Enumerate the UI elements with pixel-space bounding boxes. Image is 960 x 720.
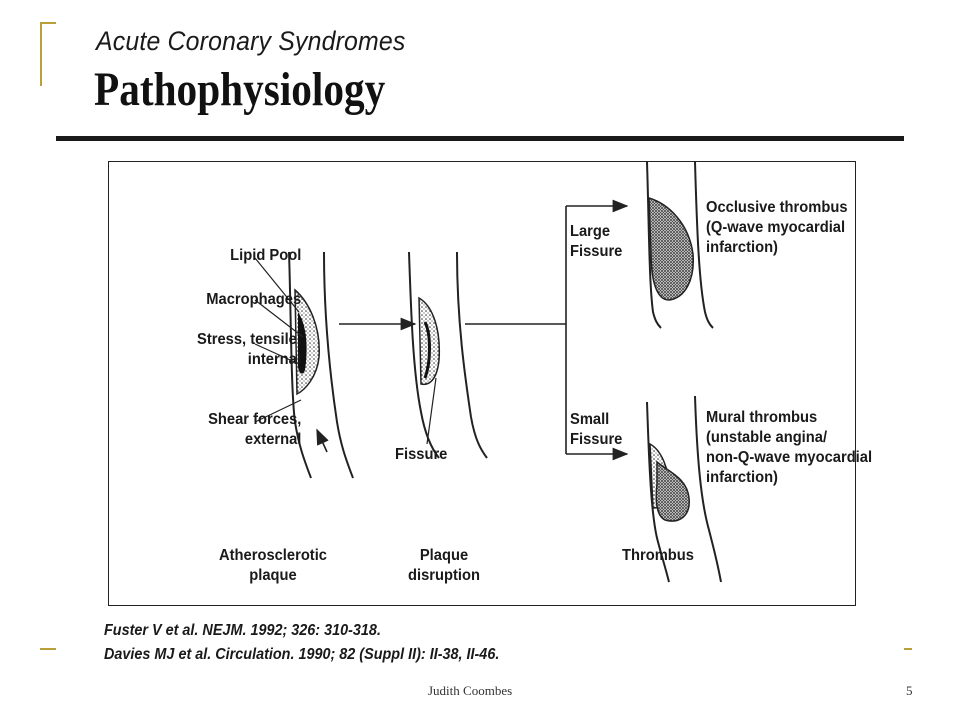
slide-title: Pathophysiology <box>94 63 386 116</box>
label-small-fissure-line1: Small <box>570 411 610 428</box>
fissure-leader-line <box>427 378 436 444</box>
caption-plaque-line1: Plaque <box>419 547 469 564</box>
label-shear <box>208 410 301 450</box>
label-large-fissure-line1: Large <box>570 223 611 240</box>
label-lipid-pool: Lipid Pool <box>229 247 301 264</box>
occlusive-vessel <box>647 162 713 328</box>
label-shear-line2: external <box>244 431 301 448</box>
caption-atherosclerotic-line2: plaque <box>249 567 297 584</box>
footer-page-number: 5 <box>906 683 913 698</box>
label-fissure: Fissure <box>395 446 448 463</box>
label-stress-line2: internal <box>247 351 301 368</box>
label-stress-line1: Stress, tensile, <box>197 331 301 348</box>
reference-fuster: Fuster V et al. NEJM. 1992; 326: 310-318. <box>104 622 381 639</box>
title-rule <box>56 136 904 141</box>
label-stress <box>197 330 301 370</box>
pathophysiology-diagram <box>108 161 873 606</box>
disruption-vessel <box>409 252 487 458</box>
label-mural-line4: infarction) <box>706 469 778 486</box>
label-small-fissure <box>570 410 622 450</box>
label-macrophages: Macrophages <box>206 291 301 308</box>
caption-atherosclerotic-line1: Atherosclerotic <box>219 547 327 564</box>
label-small-fissure-line2: Fissure <box>570 431 623 448</box>
label-large-fissure <box>570 222 622 262</box>
label-occlusive-line1: Occlusive thrombus <box>706 199 848 216</box>
label-occlusive-line2: (Q-wave myocardial <box>706 219 846 236</box>
label-mural-line1: Mural thrombus <box>706 409 818 426</box>
caption-plaque-disruption <box>393 546 494 586</box>
label-mural-line3: non-Q-wave myocardial <box>706 449 873 466</box>
scanned-slide <box>56 22 904 672</box>
caption-atherosclerotic-plaque <box>209 546 338 586</box>
shear-arrow <box>317 430 327 452</box>
frame-line-left <box>40 22 42 86</box>
label-shear-line1: Shear forces, <box>207 411 301 428</box>
caption-thrombus: Thrombus <box>622 547 694 564</box>
label-large-fissure-line2: Fissure <box>570 243 623 260</box>
label-occlusive-thrombus <box>706 198 848 258</box>
label-mural-thrombus <box>706 408 872 488</box>
label-occlusive-line3: infarction) <box>706 239 778 256</box>
reference-davies: Davies MJ et al. Circulation. 1990; 82 (Suppl II): II-38, II-46. <box>104 646 500 663</box>
caption-plaque-line2: disruption <box>408 567 480 584</box>
slide-subtitle: Acute Coronary Syndromes <box>96 26 406 56</box>
label-mural-line2: (unstable angina/ <box>706 429 828 446</box>
footer-author: Judith Coombes <box>428 683 513 698</box>
